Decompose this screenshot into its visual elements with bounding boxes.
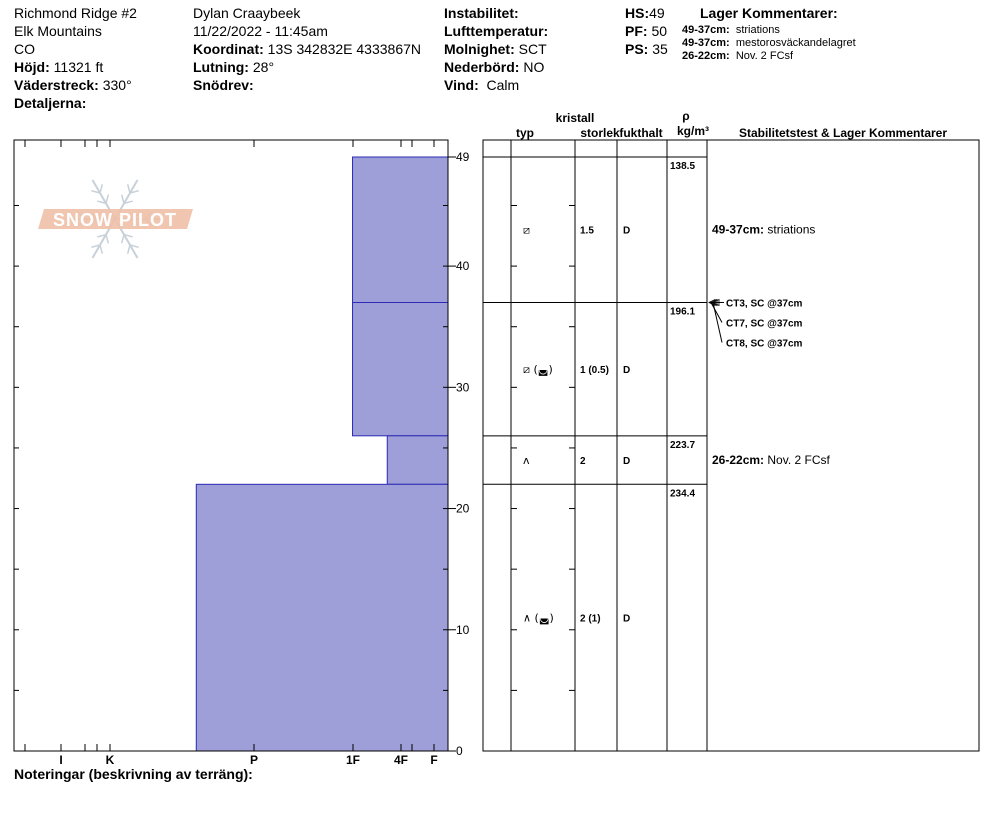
hardness-tick-label: F [430,753,438,767]
depth-tick-label: 0 [456,744,463,758]
mountain-range: Elk Mountains [14,23,102,39]
layer-comment-text: Nov. 2 FCsf [767,453,830,468]
depth-tick-label: 30 [456,380,470,395]
elevation-label: Höjd: [14,59,50,75]
snowflake-branch [122,195,124,204]
layer-grain-size: 1 (0.5) [580,365,609,377]
layer-grain-type: ⧄ (◛) [523,363,553,377]
sky-label: Molnighet: [444,41,515,57]
terrain-notes-label: Noteringar (beskrivning av terräng): [14,766,253,782]
depth-tick-label: 10 [456,622,470,637]
hardness-tick-label: 4F [393,753,409,767]
table-column-header: Stabilitetstest & Lager Kommentarer [738,126,948,140]
wind-value: Calm [486,77,520,93]
stability-test-label: CT7, SC @37cm [726,318,803,330]
aspect-label: Väderstreck: [14,77,99,93]
snowflake-branch [106,235,108,244]
layer-comment-range: 26-22cm: [682,50,730,62]
precip-label: Nederbörd: [444,59,520,75]
layer-comment-text: Nov. 2 FCsf [735,50,794,62]
stability-test-label: CT8, SC @37cm [726,338,803,350]
snowflake-branch [100,184,102,193]
snowflake-branch [122,235,124,244]
state: CO [14,41,35,57]
hardness-tick-label: 1F [345,753,361,767]
layer-comment-range: 49-37cm: [712,222,768,237]
slope-value: 28° [252,59,275,75]
layer-moisture: D [623,225,631,237]
table-column-header: storlek [580,126,620,140]
table-column-header: ρ [682,109,690,123]
table-column-header: kristall [555,111,595,125]
hardness-bar [353,157,448,436]
layer-comments-title-text: Lager Kommentarer: [700,5,838,21]
instability-label: Instabilitet: [444,5,519,21]
layer-grain-type: ʌ [523,454,530,468]
stability-test-label: CT3, SC @37cm [726,298,803,310]
sky-value: SCT [518,41,547,57]
observer-name: Dylan Craaybeek [193,5,301,21]
layer-comment-range: 49-37cm: [682,37,730,49]
details-label: Detaljerna: [14,95,87,111]
layer-comment-text: mestorosväckandelagret [735,37,856,49]
snowpilot-logo [38,180,193,258]
layer-grain-type: ∧ (◛) [523,611,554,625]
pf-value: 50 [651,23,668,39]
hs-value: 49 [649,5,665,21]
elevation-value: 11321 ft [53,59,104,75]
layer-moisture: D [623,613,631,625]
hardness-profile [196,157,448,751]
stability-test-leader [713,302,722,342]
chart-labels [59,109,947,767]
location-name: Richmond Ridge #2 [14,5,137,21]
layer-comment [712,453,830,467]
layer-comment [712,223,815,237]
layer-grain-size: 1.5 [580,225,594,237]
hardness-bar [196,484,448,751]
layer-comment-text: striations [735,24,780,36]
chart-frames [14,140,979,751]
snowflake-branch [128,184,130,193]
wind-label: Vind: [444,77,479,93]
depth-tick-label: 49 [456,150,470,164]
hs-label: HS: [625,5,650,21]
aspect-value: 330° [102,77,132,93]
table-column-header: kg/m³ [676,124,710,138]
layer-density: 196.1 [670,306,696,318]
layer-density: 138.5 [670,161,696,172]
layer-grain-type: ⧄ [523,223,530,237]
layer-moisture: D [623,456,631,468]
hardness-tick-label: I [59,753,63,767]
table-column-header: typ [516,126,534,140]
airtemp-label: Lufttemperatur: [444,23,549,39]
layer-moisture: D [623,365,631,377]
ps-label: PS: [625,41,649,57]
depth-tick-label: 20 [456,501,470,516]
coord-value: 13S 342832E 4333867N [267,41,422,57]
snowflake-branch [128,245,130,254]
pf-label: PF: [625,23,648,39]
depth-tick-label: 40 [456,259,470,274]
observation-datetime: 11/22/2022 - 11:45am [193,23,328,39]
hardness-bar [387,436,448,484]
layer-grain-size: 2 [580,456,586,468]
snowflake-branch [106,195,108,204]
hardness-tick-label: K [105,753,115,767]
ps-value: 35 [652,41,668,57]
coord-label: Koordinat: [193,41,264,57]
layer-grain-size: 2 (1) [580,613,601,625]
drift-label: Snödrev: [193,77,254,93]
hardness-tick-label: P [249,753,259,767]
snowflake-branch [100,245,102,254]
layer-density: 223.7 [670,439,696,451]
layer-comment-text: striations [767,222,816,237]
table-column-header: fukthalt [619,126,663,140]
slope-label: Lutning: [193,59,249,75]
layer-comment-range: 49-37cm: [682,24,730,36]
layer-density: 234.4 [670,488,696,500]
precip-value: NO [523,59,545,75]
layer-comment-range: 26-22cm: [712,453,768,468]
logo-text: SNOW PILOT [53,210,177,230]
